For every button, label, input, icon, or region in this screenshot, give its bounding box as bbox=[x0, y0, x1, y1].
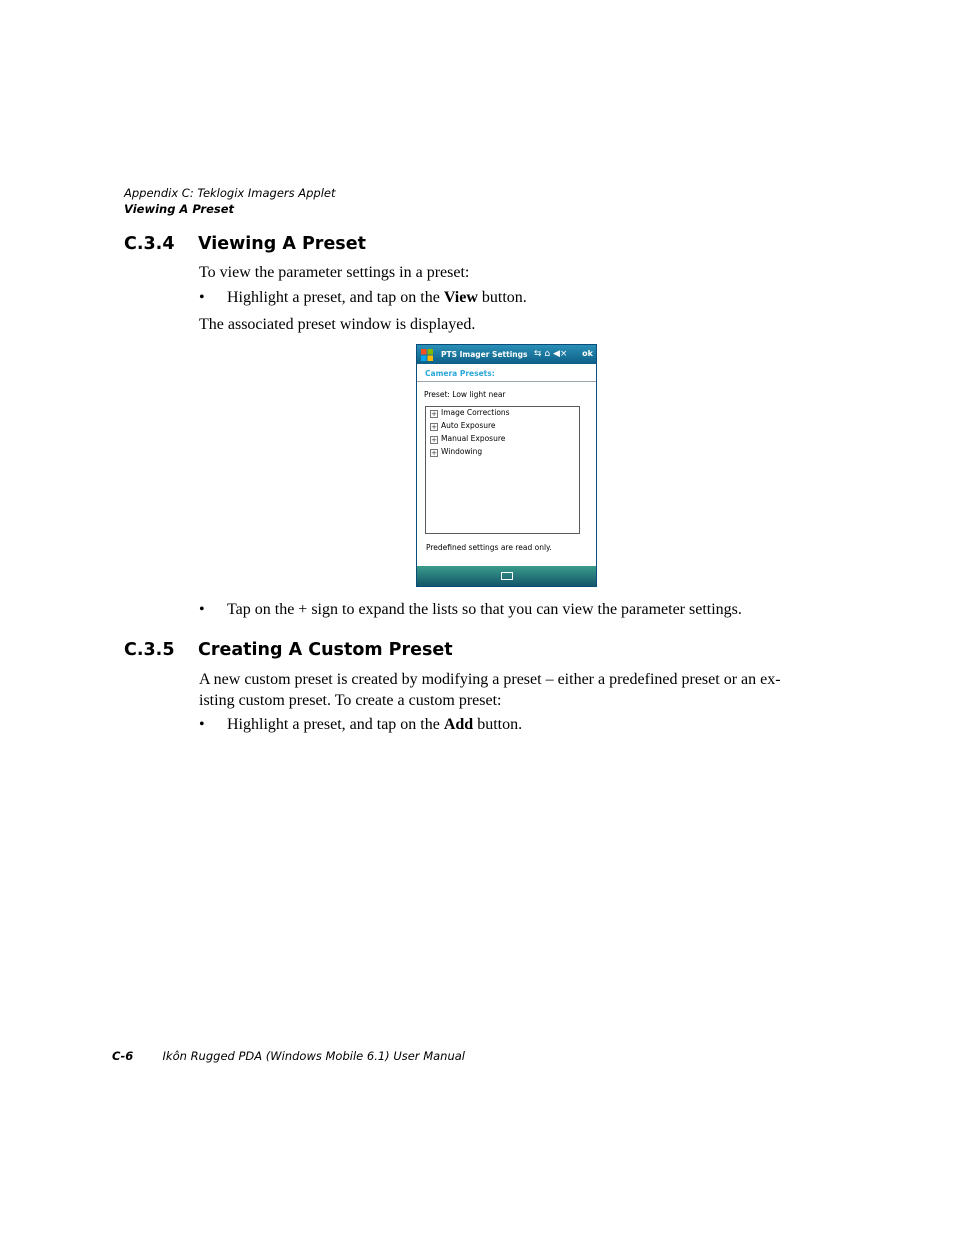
tree-item-label: Auto Exposure bbox=[441, 421, 496, 430]
device-menu-bar bbox=[417, 566, 596, 586]
section-title: Creating A Custom Preset bbox=[198, 640, 453, 660]
bullet-marker: • bbox=[199, 289, 205, 306]
list-item bbox=[199, 289, 799, 310]
list-item bbox=[199, 601, 819, 622]
camera-presets-heading: Camera Presets: bbox=[425, 369, 495, 378]
tree-item-label: Manual Exposure bbox=[441, 434, 506, 443]
intro-paragraph: To view the parameter settings in a preset: bbox=[199, 264, 470, 281]
expand-plus-icon[interactable]: + bbox=[431, 423, 437, 431]
bullet-marker: • bbox=[199, 716, 205, 733]
expand-plus-icon[interactable]: + bbox=[431, 449, 437, 457]
list-item-text: Tap on the + sign to expand the lists so that you can view the parameter settings. bbox=[227, 601, 742, 618]
keyboard-icon[interactable] bbox=[501, 572, 513, 580]
ok-button[interactable]: ok bbox=[582, 349, 593, 358]
list-item bbox=[199, 716, 799, 737]
section-number: C.3.5 bbox=[124, 640, 175, 660]
bullet-marker: • bbox=[199, 601, 205, 618]
status-icons: ⇆ ⌂ ◀× bbox=[534, 349, 568, 359]
windows-start-icon bbox=[421, 349, 433, 361]
read-only-note: Predefined settings are read only. bbox=[426, 543, 552, 552]
device-window-title: PTS Imager Settings bbox=[441, 350, 528, 359]
page-footer bbox=[112, 1049, 465, 1063]
preset-name-label: Preset: Low light near bbox=[424, 390, 506, 399]
section-heading-viewing bbox=[124, 234, 366, 254]
manual-title: Ikôn Rugged PDA (Windows Mobile 6.1) User Manual bbox=[162, 1049, 465, 1063]
result-paragraph: The associated preset window is displayed. bbox=[199, 316, 476, 333]
device-screenshot bbox=[416, 344, 597, 587]
expand-plus-icon[interactable]: + bbox=[431, 436, 437, 444]
running-header-chapter: Appendix C: Teklogix Imagers Applet bbox=[124, 186, 336, 200]
tree-item-label: Windowing bbox=[441, 447, 483, 456]
section-heading-creating bbox=[124, 640, 453, 660]
section-title: Viewing A Preset bbox=[198, 234, 366, 254]
running-header-section: Viewing A Preset bbox=[124, 202, 235, 216]
parameter-tree[interactable] bbox=[425, 406, 580, 534]
device-title-bar bbox=[417, 345, 596, 364]
list-item-text: Highlight a preset, and tap on the Add button. bbox=[227, 716, 523, 733]
tree-item-label: Image Corrections bbox=[441, 408, 510, 417]
device-subtitle-bar bbox=[417, 364, 596, 382]
custom-preset-paragraph-line1: A new custom preset is created by modifying a preset – either a predefined preset or an ex- bbox=[199, 671, 781, 688]
page-number: C-6 bbox=[112, 1049, 134, 1063]
expand-plus-icon[interactable]: + bbox=[431, 410, 437, 418]
list-item-text: Highlight a preset, and tap on the View button. bbox=[227, 289, 527, 306]
section-number: C.3.4 bbox=[124, 234, 175, 254]
custom-preset-paragraph-line2: isting custom preset. To create a custom preset: bbox=[199, 692, 502, 709]
